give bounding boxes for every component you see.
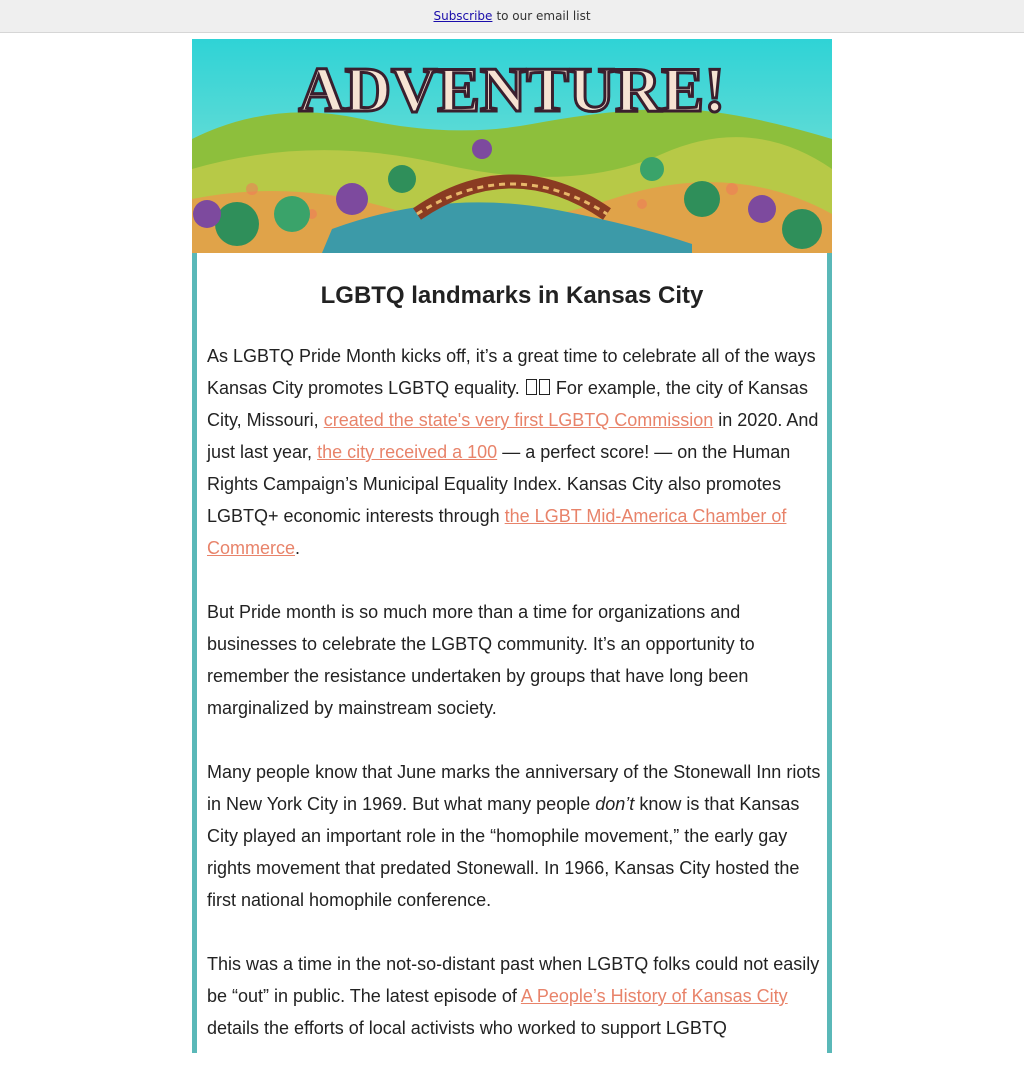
emoji-placeholder-icon — [539, 379, 550, 395]
emoji-placeholder-icon — [526, 379, 537, 395]
paragraph-4: This was a time in the not-so-distant past when LGBTQ folks could not easily be “out” in public. The latest episode of A People’s History of Kansas City details the efforts of local activists who worked to support LGBTQ — [207, 954, 820, 1038]
city-score-link[interactable]: the city received a 100 — [317, 442, 498, 462]
lgbtq-commission-link[interactable]: created the state's very first LGBTQ Commission — [323, 410, 714, 430]
page-title: LGBTQ landmarks in Kansas City — [320, 282, 704, 309]
subscribe-link[interactable]: Subscribe — [433, 9, 493, 23]
paragraph-1: As LGBTQ Pride Month kicks off, it’s a great time to celebrate all of the ways Kansas City promotes LGBTQ equality. For example, the city of Kansas City, Missouri, created the state's very first LGBTQ Commission in 2020. And just last year, the city received a 100 — a perfect score! — on the Human Rights Campaign’s Municipal Equality Index. Kansas City also promotes LGBTQ+ economic interests through the LGBT Mid-America Chamber of Commerce. — [207, 346, 819, 558]
chamber-of-commerce-link[interactable]: the LGBT Mid-America Chamber of Commerce — [207, 506, 787, 558]
article-body — [207, 340, 821, 1076]
subscribe-bar-text: to our email list — [496, 9, 591, 23]
subscribe-bar — [0, 0, 1024, 33]
paragraph-3: Many people know that June marks the anniversary of the Stonewall Inn riots in New York City in 1969. But what many people don’t know is that Kansas City played an important role in the “homophile movement,” the early gay rights movement that predated Stonewall. In 1966, Kansas City hosted the first national homophile conference. — [207, 762, 821, 910]
adventure-banner — [192, 39, 832, 253]
peoples-history-link[interactable]: A People’s History of Kansas City — [520, 986, 788, 1006]
logo-text: ADVENTURE! — [298, 54, 726, 125]
paragraph-2: But Pride month is so much more than a time for organizations and businesses to celebrate the LGBTQ community. It’s an opportunity to remember the resistance undertaken by groups that have long been marginalized by mainstream society. — [207, 602, 755, 718]
banner-illustration — [192, 39, 832, 253]
